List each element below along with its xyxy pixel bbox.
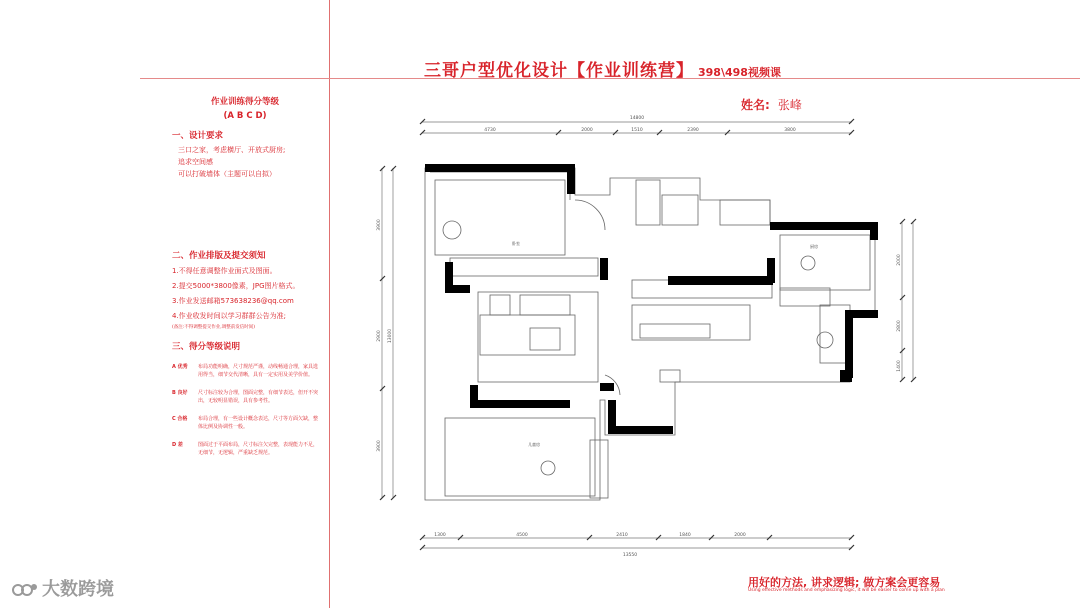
- dim-bottom: 1300: [434, 533, 446, 538]
- dim-right: 1400: [897, 360, 902, 372]
- grade-key: A 优秀: [172, 364, 188, 370]
- dim-left: 3900: [377, 440, 382, 452]
- section1-line: 追求空间感: [178, 158, 213, 166]
- dim-left: 3900: [377, 219, 382, 231]
- grade-key: C 合格: [172, 416, 188, 422]
- dim-left: 2900: [377, 330, 382, 342]
- structural-walls: [425, 164, 878, 434]
- section2-line: 2.提交5000*3800像素，JPG图片格式。: [172, 282, 300, 290]
- title-main: 三哥户型优化设计【作业训练营】: [424, 61, 694, 81]
- dim-top: 2390: [687, 128, 699, 133]
- watermark: [12, 575, 114, 601]
- dim-bottom: 2410: [616, 533, 628, 538]
- outline-walls: [425, 168, 875, 500]
- dimension-lines: [380, 119, 916, 550]
- dim-top: 1510: [631, 128, 643, 133]
- room-label: 儿童房: [528, 442, 540, 447]
- section2-line: 1.不得任意调整作业面式及图面。: [172, 267, 277, 275]
- grade-key: D 差: [172, 442, 183, 448]
- grade-text: 尺寸标注较为合理，图面完整，有细节表达，但开不突出，无较明显错误，具有参考性。: [198, 390, 319, 404]
- dim-top: 2000: [581, 128, 593, 133]
- dim-top-total: 14800: [629, 116, 645, 121]
- grade-key: B 良好: [172, 390, 188, 396]
- grade-text: 布局合理，有一些设计概念表达，尺寸等方面欠缺，整体比例及协调性一般。: [198, 416, 319, 430]
- dim-right: 2000: [897, 254, 902, 266]
- dim-top: 4730: [484, 128, 496, 133]
- section1-title: 一、设计要求: [172, 131, 224, 141]
- footer-slogan-en: Using effective methods and emphasizing logic, it will be easier to come up with a plan: [748, 588, 945, 593]
- name-value: 张峰: [777, 98, 802, 112]
- dim-bottom: 1840: [679, 533, 691, 538]
- room-label: 卧室: [512, 241, 520, 246]
- dim-right: 2800: [897, 320, 902, 332]
- dim-top: 3800: [784, 128, 796, 133]
- watermark-text: 大数跨境: [42, 579, 114, 600]
- dim-left-total: 13000: [388, 328, 393, 344]
- grade-text: 布局功能明确，尺寸规范严谨，动线畅通合理，家具选用得当，细节交代清晰，具有一定实用及美学价值。: [198, 364, 319, 378]
- section2-note: (备注:不得调整提交作业,调整前发信时间): [172, 325, 255, 330]
- footer-slogan: 用好的方法, 讲求逻辑; 做方案会更容易: [748, 576, 941, 589]
- section1-line: 可以打破墙体（主题可以自拟）: [178, 170, 276, 178]
- watermark-logo-icon: [12, 581, 38, 599]
- panel-heading: 作业训练得分等级: [210, 97, 279, 107]
- section3-title: 三、得分等级说明: [172, 342, 241, 352]
- grade-text: 图面过于平面布局，尺寸标注欠完整，表现能力不足，无细节，无逻辑，严重缺乏规范。: [198, 442, 319, 456]
- dim-bottom: 2000: [734, 533, 746, 538]
- room-label: 厨房: [810, 244, 818, 249]
- grade-scale: (A B C D): [223, 111, 267, 121]
- section1-line: 三口之家，考虑横厅、开放式厨房;: [178, 146, 286, 154]
- section2-line: 4.作业收发时间以学习群群公告为准;: [172, 312, 287, 320]
- section2-line: 3.作业发送邮箱573638236@qq.com: [172, 297, 294, 305]
- title-sub: 398\498视频课: [698, 66, 781, 79]
- name-label: 姓名:: [741, 98, 770, 112]
- dimension-labels: [376, 115, 902, 558]
- dim-bottom: 4500: [516, 533, 528, 538]
- dim-bottom-total: 13550: [622, 553, 638, 558]
- section2-title: 二、作业排版及提交须知: [172, 251, 266, 261]
